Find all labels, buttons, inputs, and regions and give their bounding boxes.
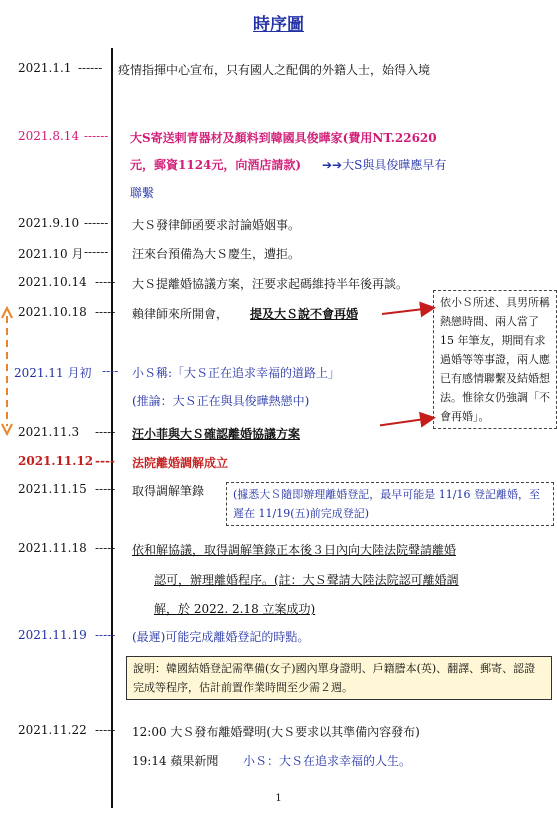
entry-text: 小Ｓ稱:「大Ｓ正在追求幸福的道路上」 [132,366,341,380]
date-2021-11-18: 2021.11.18 [18,541,87,555]
entry-text: 取得調解筆錄 [132,484,205,498]
separator: ------ [78,61,103,75]
separator: ----- [95,425,116,439]
entry-text: 12:00 大Ｓ發布離婚聲明(大Ｓ要求以其準備內容發布) [132,725,420,739]
entry-text: 汪來台預備為大Ｓ慶生，遭拒。 [132,247,301,261]
separator: ----- [95,541,116,555]
date-2021-11-3: 2021.11.3 [18,425,80,439]
separator: ----- [95,275,116,289]
date-2021-8-14: 2021.8.14 [18,129,80,143]
arrow-overlay [380,300,440,440]
date-2021-1-1: 2021.1.1 [18,61,72,75]
date-2021-11-early: 2021.11 月初 [14,366,92,380]
record-note-box [226,482,554,526]
date-2021-11-12: 2021.11.12 [18,454,94,468]
date-2021-11-22: 2021.11.22 [18,723,87,737]
entry-text: 解，於 2022. 2.18 立案成功) [154,602,316,616]
entry-text: 賴律師來所開會， [132,307,229,321]
entry-text-emphasis: 提及大Ｓ說不會再婚 [250,307,359,321]
separator: ------ [84,216,109,230]
page-number: 1 [275,793,282,804]
separator: ------ [84,129,109,143]
arrow-right-icon [380,418,432,431]
entry-text-conclusion: ➔➔大S與具俊曄應早有 [322,158,447,172]
entry-text: 聯繫 [130,186,155,200]
entry-text: 大Ｓ提離婚協議方案，汪要求起碼維持半年後再談。 [132,277,409,291]
explanation-note-box [126,656,552,700]
separator: ----- [95,305,116,319]
date-2021-11-19: 2021.11.19 [18,628,87,642]
separator: ----- [95,628,116,642]
dashed-double-arrow-icon [0,306,14,436]
explanation-note-text: 說明：韓國結婚登記需準備(女子)國內單身證明、戶籍謄本(英)、翻譯、郵寄、認證完成等程序，估計前置作業時間至少需２週。 [133,662,536,694]
date-2021-9-10: 2021.9.10 [18,216,80,230]
entry-text: 疫情指揮中心宣布，只有國人之配偶的外籍人士，始得入境 [118,63,431,77]
entry-text-emphasis: 汪小菲與大Ｓ確認離婚協議方案 [132,427,301,441]
arrow-right-icon [382,308,432,314]
entry-text: 依和解協議，取得調解筆錄正本後３日內向大陸法院聲請離婚 [132,543,457,557]
separator: ------ [84,245,109,259]
date-2021-10: 2021.10 月 [18,247,84,261]
date-2021-11-15: 2021.11.15 [18,482,87,496]
entry-text: 大Ｓ發律師函要求討論婚姻事。 [132,218,301,232]
side-note-text: 依小Ｓ所述、具男所稱熱戀時間、兩人當了 15 年筆友，期間有求過婚等等事證，兩人應已有感情聯繫及結婚想法。惟徐女仍強調「不會再婚」。 [440,296,550,423]
entry-text: (推論：大Ｓ正在與具俊曄熱戀中) [132,394,310,408]
date-2021-10-14: 2021.10.14 [18,275,87,289]
entry-text: (最遲)可能完成離婚登記的時點。 [132,630,310,644]
entry-text: 法院離婚調解成立 [132,456,229,470]
separator: ---- [102,364,119,378]
entry-text: 19:14 蘋果新聞 [132,754,219,768]
entry-text: 認可，辦理離婚程序。(註：大Ｓ聲請大陸法院認可離婚調 [154,573,459,587]
separator: ----- [95,482,116,496]
page-title: 時序圖 [253,15,304,35]
entry-text: 元，郵資1124元，向酒店請款) [130,158,302,172]
date-2021-10-18: 2021.10.18 [18,305,87,319]
separator: ----- [95,723,116,737]
entry-text: 大S寄送剌青器材及顏料到韓國具俊曄家(費用NT.22620 [130,131,437,145]
side-note-box [433,290,557,429]
record-note-text: (據悉大Ｓ隨即辦理離婚登記，最早可能是 11/16 登記離婚，至遲在 11/19(五)前完成登記) [233,488,540,520]
separator: ---- [95,454,115,468]
entry-text-quote: 小Ｓ：大Ｓ在追求幸福的人生。 [243,754,412,768]
